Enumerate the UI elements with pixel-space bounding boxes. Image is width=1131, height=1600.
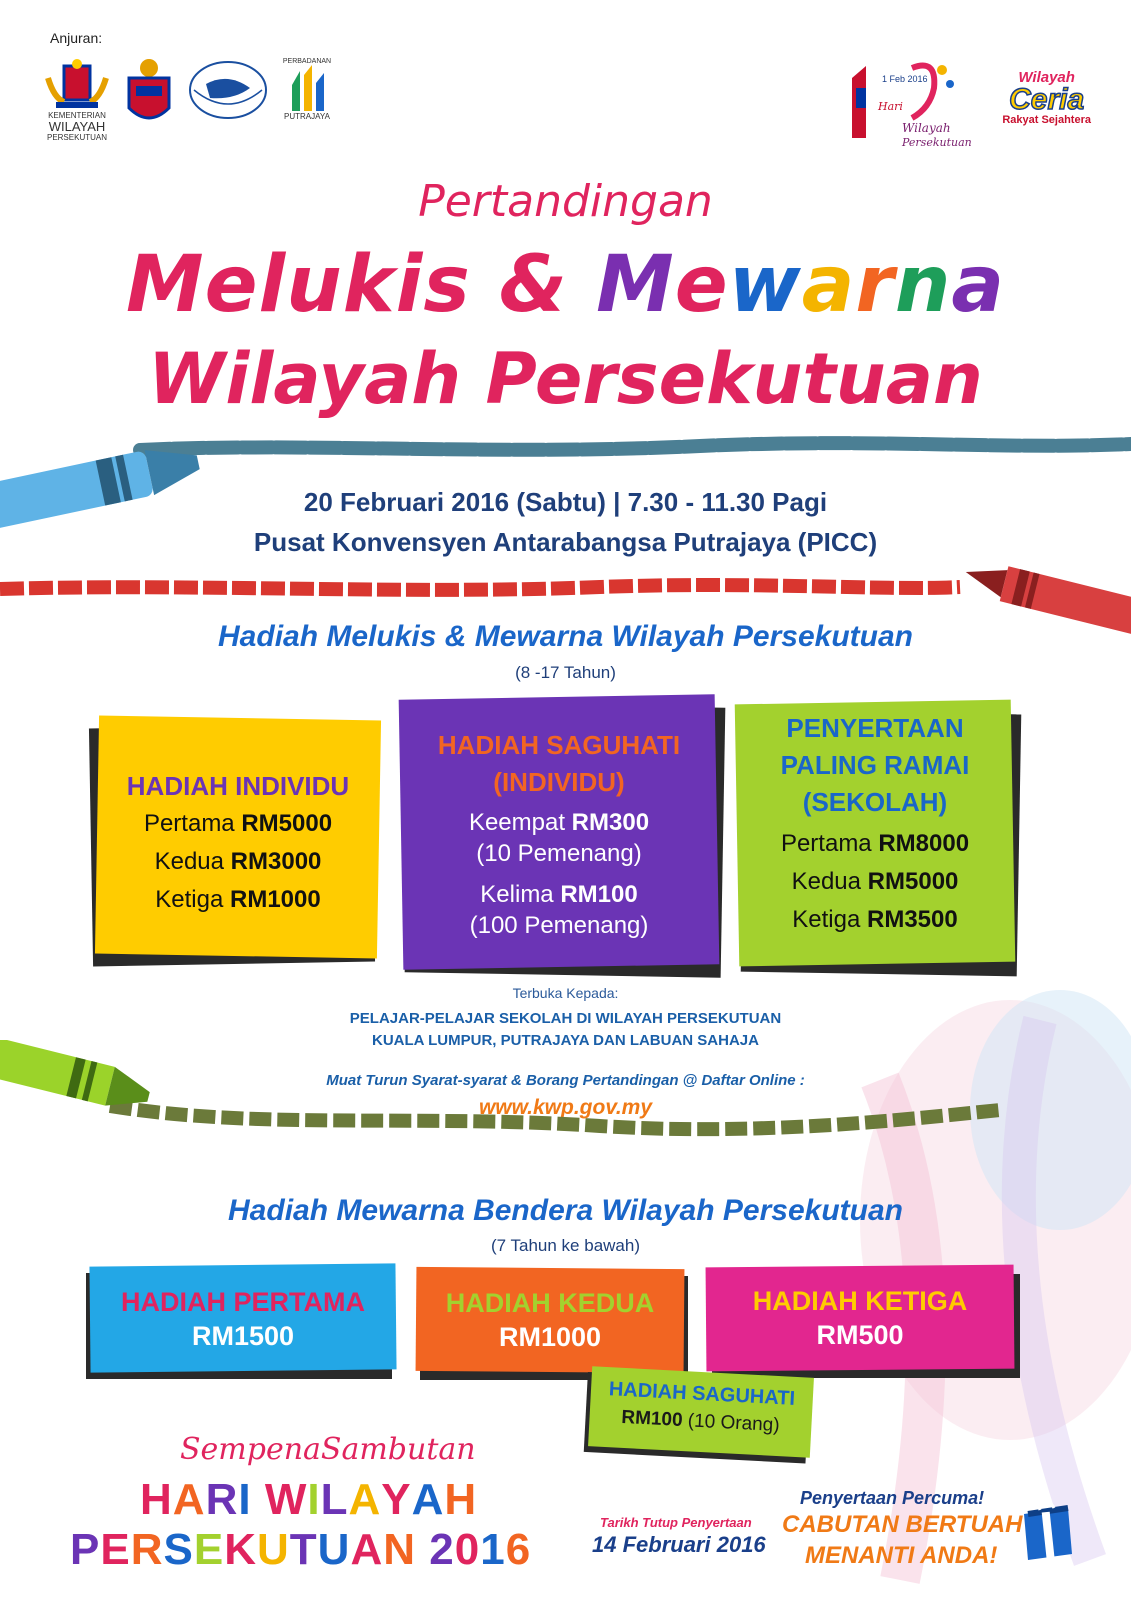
third-prize-card [706, 1266, 1014, 1370]
title-letter: & [498, 240, 569, 330]
prize-amount: RM5000 [241, 810, 333, 837]
hari-letter: T [289, 1525, 318, 1574]
eligibility-line1: PELAJAR-PELAJAR SEKOLAH DI WILAYAH PERSEKUTUAN [349, 1010, 782, 1027]
prize-row [97, 805, 379, 843]
hari-letter: R [130, 1525, 164, 1574]
school-title-line1: PENYERTAAN [786, 713, 964, 743]
svg-text:Hari: Hari [878, 100, 904, 113]
title-letter [471, 240, 499, 330]
consolation-flag-card [588, 1366, 814, 1458]
putrajaya-logo [282, 58, 332, 122]
prize-row [737, 863, 1013, 901]
ceria-logo-main: Ceria [1009, 83, 1085, 116]
winner-count: (100 Pemenang) [469, 912, 649, 939]
title-letter: a [951, 240, 1006, 330]
shield-icon [124, 58, 174, 130]
hari-letter: 0 [454, 1525, 481, 1574]
green-crayon-icon [0, 1040, 1131, 1150]
individual-prize-card [97, 718, 379, 956]
hari-letter: A [348, 1475, 382, 1524]
prize-amount: RM3000 [230, 848, 322, 875]
prize-row [737, 825, 1013, 863]
prize-row [737, 901, 1013, 939]
second-prize-card [416, 1268, 684, 1372]
eligibility-line2: KUALA LUMPUR, PUTRAJAYA DAN LABUAN SAHAJA [372, 1032, 759, 1049]
hari-letter: W [264, 1475, 308, 1524]
prize-label: Pertama [143, 810, 235, 837]
title-letter: a [801, 240, 856, 330]
tower-icon [282, 65, 332, 113]
deadline-date: 14 Februari 2016 [592, 1532, 766, 1557]
gift-box-icon [1018, 1500, 1078, 1562]
section1-age: (8 -17 Tahun) [515, 663, 616, 682]
consolation-prize-card [401, 697, 717, 967]
prize-label: Kelima [480, 881, 554, 908]
crest-icon [44, 58, 110, 112]
open-to-label: Terbuka Kepada: [512, 985, 619, 1001]
title-letter [568, 240, 596, 330]
consolation-flag-title: HADIAH SAGUHATI [608, 1378, 796, 1410]
ministry-logo-line2: WILAYAH [48, 119, 106, 135]
prize-label: Keempat [468, 809, 565, 836]
hari-letter: U [257, 1525, 290, 1574]
title-letter: l [258, 240, 287, 330]
organiser-logos [44, 58, 332, 142]
globe-icon [188, 58, 268, 122]
consolation-flag-amount: RM100 [620, 1406, 684, 1432]
title-letter: e [204, 240, 259, 330]
dbkl-logo [124, 58, 174, 130]
hari-letter: I [307, 1475, 321, 1524]
prize-row [97, 843, 379, 881]
hari-letter: N [383, 1525, 417, 1574]
free-entry-text: Penyertaan Percuma! [800, 1488, 985, 1508]
hari-letter: E [193, 1525, 225, 1574]
hari-letter: K [224, 1525, 257, 1574]
prize-row [401, 807, 717, 839]
title-letter: e [674, 240, 729, 330]
hari-letter: A [350, 1525, 384, 1574]
consolation-title-line1: HADIAH SAGUHATI [437, 730, 681, 760]
prize-label: Kedua [154, 848, 224, 875]
individual-prize-title: HADIAH INDIVIDU [126, 771, 350, 801]
prize-amount: RM5000 [867, 868, 959, 895]
event-venue: Pusat Konvensyen Antarabangsa Putrajaya (PICC) [253, 527, 878, 557]
hari-wilayah-line1 [140, 1475, 477, 1525]
title-sub: Wilayah Persekutuan [148, 338, 983, 420]
title-letter: M [125, 240, 205, 330]
hari-letter: Y [381, 1475, 412, 1524]
prize-amount: RM1000 [230, 886, 321, 913]
ministry-logo-line3: PERSEKUTUAN [46, 133, 107, 143]
labuan-logo [188, 58, 268, 122]
school-title-line2: PALING RAMAI [780, 750, 970, 780]
title-letter: n [894, 240, 952, 330]
organised-by-label: Anjuran: [50, 30, 103, 46]
title-pre: Pertandingan [418, 176, 713, 227]
event-date-time: 20 Februari 2016 (Sabtu) | 7.30 - 11.30 Pagi [303, 487, 828, 517]
hari-letter: U [317, 1525, 351, 1574]
title-letter: s [423, 240, 471, 330]
hari-letter: 2 [429, 1525, 455, 1574]
consolation-title-line2: (INDIVIDU) [493, 767, 625, 797]
sempena-label: SempenaSambutan [180, 1432, 476, 1467]
svg-text:Persekutuan: Persekutuan [902, 136, 973, 148]
ceria-logo-top: Wilayah [1018, 69, 1075, 86]
title-letter: u [286, 240, 343, 330]
ministry-logo-line1: KEMENTERIAN [48, 111, 106, 120]
hari-letter: 6 [505, 1525, 532, 1574]
hari-letter: A [411, 1475, 445, 1524]
prize-row [97, 881, 379, 919]
website-link[interactable]: www.kwp.gov.my [478, 1096, 653, 1119]
hari-wilayah-line2 [70, 1525, 531, 1575]
hari-letter: L [320, 1475, 349, 1524]
ceria-logo-sub: Rakyat Sejahtera [1002, 114, 1091, 126]
school-prize-card [737, 702, 1013, 964]
prize-amount: RM300 [571, 809, 650, 836]
second-prize-title: HADIAH KEDUA [445, 1288, 655, 1318]
hari-logo-date: 1 Feb 2016 [882, 74, 928, 84]
prize-label: Ketiga [792, 906, 861, 933]
winner-count: (10 Pemenang) [476, 840, 642, 867]
event-logos [842, 48, 1091, 148]
title-main [0, 240, 1131, 330]
title-letter: r [855, 240, 895, 330]
prize-amount: RM8000 [878, 830, 970, 857]
hari-letter [252, 1475, 265, 1525]
section1-heading: Hadiah Melukis & Mewarna Wilayah Persekutuan [218, 620, 913, 653]
deadline-label: Tarikh Tutup Penyertaan [600, 1515, 752, 1530]
second-prize-amount: RM1000 [498, 1322, 602, 1352]
download-label: Muat Turun Syarat-syarat & Borang Pertandingan @ Daftar Online : [326, 1072, 805, 1089]
first-prize-card [90, 1265, 396, 1371]
hari-letter: R [205, 1475, 239, 1524]
hari-letter: I [238, 1475, 252, 1524]
title-letter: k [342, 240, 396, 330]
hari-letter: E [100, 1525, 131, 1574]
hari-letter: P [70, 1525, 101, 1574]
first-prize-title: HADIAH PERTAMA [121, 1287, 365, 1317]
putrajaya-logo-bottom: PUTRAJAYA [284, 112, 330, 122]
lucky-draw-line1: CABUTAN BERTUAH [782, 1511, 1023, 1538]
hari-letter: H [140, 1475, 173, 1524]
title-letter: M [596, 240, 675, 330]
prize-label: Kedua [791, 868, 861, 895]
section2-age: (7 Tahun ke bawah) [490, 1236, 640, 1255]
prize-amount: RM100 [560, 881, 638, 908]
lucky-draw-line2: MENANTI ANDA! [805, 1542, 998, 1569]
hari-letter: S [163, 1525, 194, 1574]
wilayah-ceria-logo [1002, 70, 1091, 126]
hari-letter: 1 [480, 1525, 506, 1574]
prize-amount: RM3500 [867, 906, 958, 933]
hari-letter: A [172, 1475, 206, 1524]
consolation-flag-note: (10 Orang) [687, 1410, 781, 1437]
third-prize-amount: RM500 [816, 1320, 904, 1350]
prize-label: Ketiga [155, 886, 224, 913]
putrajaya-logo-top: PERBADANAN [282, 58, 332, 65]
title-letter: w [728, 240, 802, 330]
hari-letter: H [444, 1475, 478, 1524]
school-title-line3: (SEKOLAH) [802, 787, 948, 817]
third-prize-title: HADIAH KETIGA [752, 1286, 968, 1316]
first-prize-amount: RM1500 [191, 1321, 295, 1351]
section2-heading: Hadiah Mewarna Bendera Wilayah Persekutuan [228, 1194, 903, 1227]
svg-text:Wilayah: Wilayah [902, 121, 951, 135]
title-letter: i [395, 240, 424, 330]
ministry-logo [44, 58, 110, 142]
prize-label: Pertama [780, 830, 872, 857]
hari-letter [416, 1525, 429, 1575]
hari-wilayah-logo [842, 48, 992, 148]
prize-row [401, 879, 717, 911]
